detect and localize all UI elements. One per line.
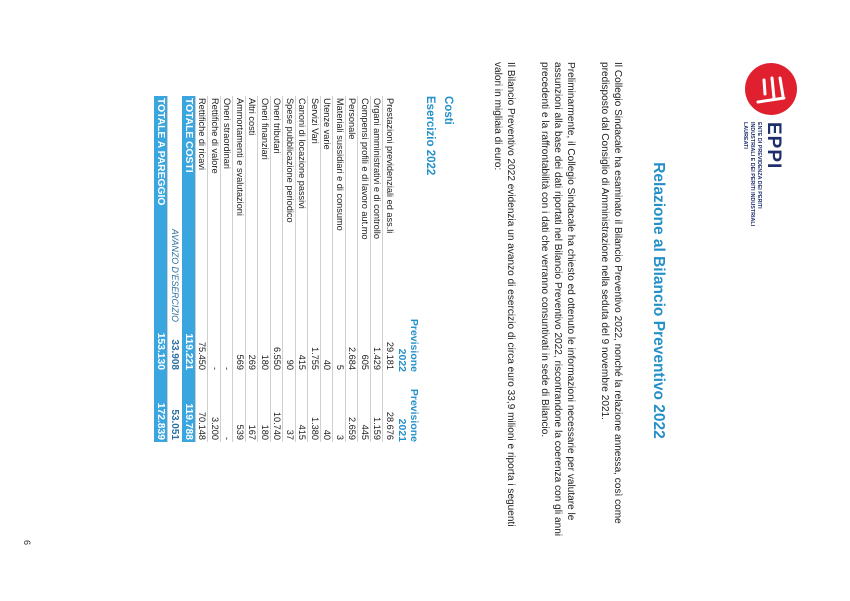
row-value-2022: 90 <box>285 359 295 370</box>
row-value-2021: 28.676 <box>385 411 395 440</box>
row-label: Personale <box>347 98 358 140</box>
table-row <box>233 96 246 442</box>
row-label: Altri costi <box>247 98 258 136</box>
logo-subtitle: ENTE DI PREVIDENZA DEI PERITI INDUSTRIALI E DEI PERITI INDUSTRIALI LAUREATI <box>742 122 762 227</box>
row-value-2022: 75.450 <box>197 341 208 370</box>
table-row <box>195 96 208 442</box>
row-label: Utenze varie <box>322 98 333 150</box>
row-value-2022: - <box>210 366 220 370</box>
row-label: Rettifiche di ricavi <box>197 98 208 170</box>
section-subheading: Esercizio 2022 <box>424 96 436 176</box>
row-value-2022: - <box>222 366 233 370</box>
row-value-2022: 1.755 <box>310 347 320 370</box>
row-value-2022: 33.908 <box>169 339 180 370</box>
table-row <box>345 96 358 442</box>
page-number: 6 <box>22 540 32 546</box>
table-row <box>333 96 346 442</box>
totale-costi-row <box>181 96 195 442</box>
row-label: Materiali sussidiari e di consumo <box>335 98 345 231</box>
row-value-2022: 415 <box>297 354 308 370</box>
avanzo-row <box>167 96 181 442</box>
row-label: Servizi Vari <box>310 98 320 144</box>
row-value-2022: 1.429 <box>372 347 383 370</box>
table-row <box>383 96 396 442</box>
row-label: Ammortamenti e svalutazioni <box>235 98 245 216</box>
row-value-2021: 53.051 <box>169 409 180 440</box>
row-value-2022: 40 <box>322 359 333 370</box>
table-row <box>370 96 383 442</box>
table-row <box>320 96 333 442</box>
row-label: Oneri tributari <box>272 98 283 154</box>
paragraph-3: Il Bilancio Preventivo 2022 evidenzia un avanzo di esercizio di circa euro 33,9 milioni e riporta i seguenti valori in migliaia di euro: <box>492 62 516 527</box>
table-row <box>208 96 221 442</box>
eppi-logo <box>738 62 798 238</box>
row-value-2021: 3 <box>335 434 345 440</box>
table-row <box>220 96 233 442</box>
row-value-2022: 2.684 <box>347 347 358 370</box>
row-value-2021: 2.659 <box>347 417 358 440</box>
row-value-2021: 180 <box>260 424 270 440</box>
row-label: Rettifiche di valore <box>210 98 220 174</box>
row-value-2021: 3.200 <box>210 417 220 440</box>
row-value-2021: 40 <box>322 429 333 440</box>
row-value-2021: 70.148 <box>197 411 208 440</box>
table-row <box>270 96 283 442</box>
column-header-2022: Previsione 2022 <box>396 318 420 372</box>
row-value-2021: 415 <box>297 424 308 440</box>
costs-table <box>153 96 395 442</box>
row-value-2021: 10.740 <box>272 411 283 440</box>
row-value-2022: 153.130 <box>155 332 166 370</box>
row-value-2021: - <box>222 436 233 440</box>
row-label: AVANZO D'ESERCIZIO <box>170 228 180 322</box>
row-value-2022: 119.221 <box>183 333 194 370</box>
row-label: TOTALE COSTI <box>183 98 194 173</box>
row-value-2022: 180 <box>260 354 270 370</box>
row-label: Oneri finanziari <box>260 98 270 160</box>
row-label: Organi amministrativi e di controllo <box>372 98 383 239</box>
row-value-2022: 269 <box>247 354 258 370</box>
section-heading: Costi <box>442 96 454 125</box>
logo-brand: EPPI <box>763 122 784 170</box>
row-value-2022: 29.181 <box>385 341 395 370</box>
table-row <box>245 96 258 442</box>
row-value-2022: 569 <box>235 354 245 370</box>
table-row <box>308 96 321 442</box>
row-label: Prestazioni previdenziali ed ass.li <box>385 98 395 234</box>
row-value-2021: 119.788 <box>183 403 194 440</box>
table-row <box>283 96 296 442</box>
totale-pareggio-row <box>153 96 167 442</box>
table-row <box>358 96 371 442</box>
row-value-2021: 37 <box>285 429 295 440</box>
row-label: Canoni di locazione passivi <box>297 98 308 209</box>
row-value-2022: 6.550 <box>272 347 283 370</box>
row-value-2021: 1.159 <box>372 417 383 440</box>
row-value-2021: 1.380 <box>310 417 320 440</box>
page-title: Relazione al Bilancio Preventivo 2022 <box>650 162 667 439</box>
row-label: TOTALE A PAREGGIO <box>155 98 166 206</box>
row-value-2022: 605 <box>360 354 370 370</box>
column-header-2021: Previsione 2021 <box>396 388 420 442</box>
row-label: Spese pubblicazione periodico <box>285 98 295 223</box>
row-value-2022: 5 <box>335 364 345 370</box>
row-value-2021: 172.839 <box>155 402 166 440</box>
paragraph-1: Il Collegio Sindacale ha esaminato il Bilancio Preventivo 2022, nonché la relazione annessa, così come predisposto dal Consiglio di Amministrazione nella seduta del 9 novembre 2021. <box>599 62 623 524</box>
eppi-logo-mark-icon <box>744 62 798 116</box>
row-label: Oneri straordinari <box>222 98 233 169</box>
paragraph-2: Preliminarmente, il Collegio Sindacale ha chiesto ed ottenuto le informazioni necessarie per valutare le assunzioni alla base dei dati riportati nel Bilancio Preventivo 2022, riscontrandone la coerenza con gli anni precedenti e la raffrontabilità con i dati che verranno consuntivati in sede di Bilancio. <box>539 62 576 537</box>
table-row <box>295 96 308 442</box>
table-row <box>258 96 271 442</box>
row-value-2021: 167 <box>247 424 258 440</box>
row-value-2021: 539 <box>235 424 245 440</box>
row-value-2021: 445 <box>360 424 370 440</box>
row-label: Compensi profili e di lavoro aut.mo <box>360 98 370 240</box>
